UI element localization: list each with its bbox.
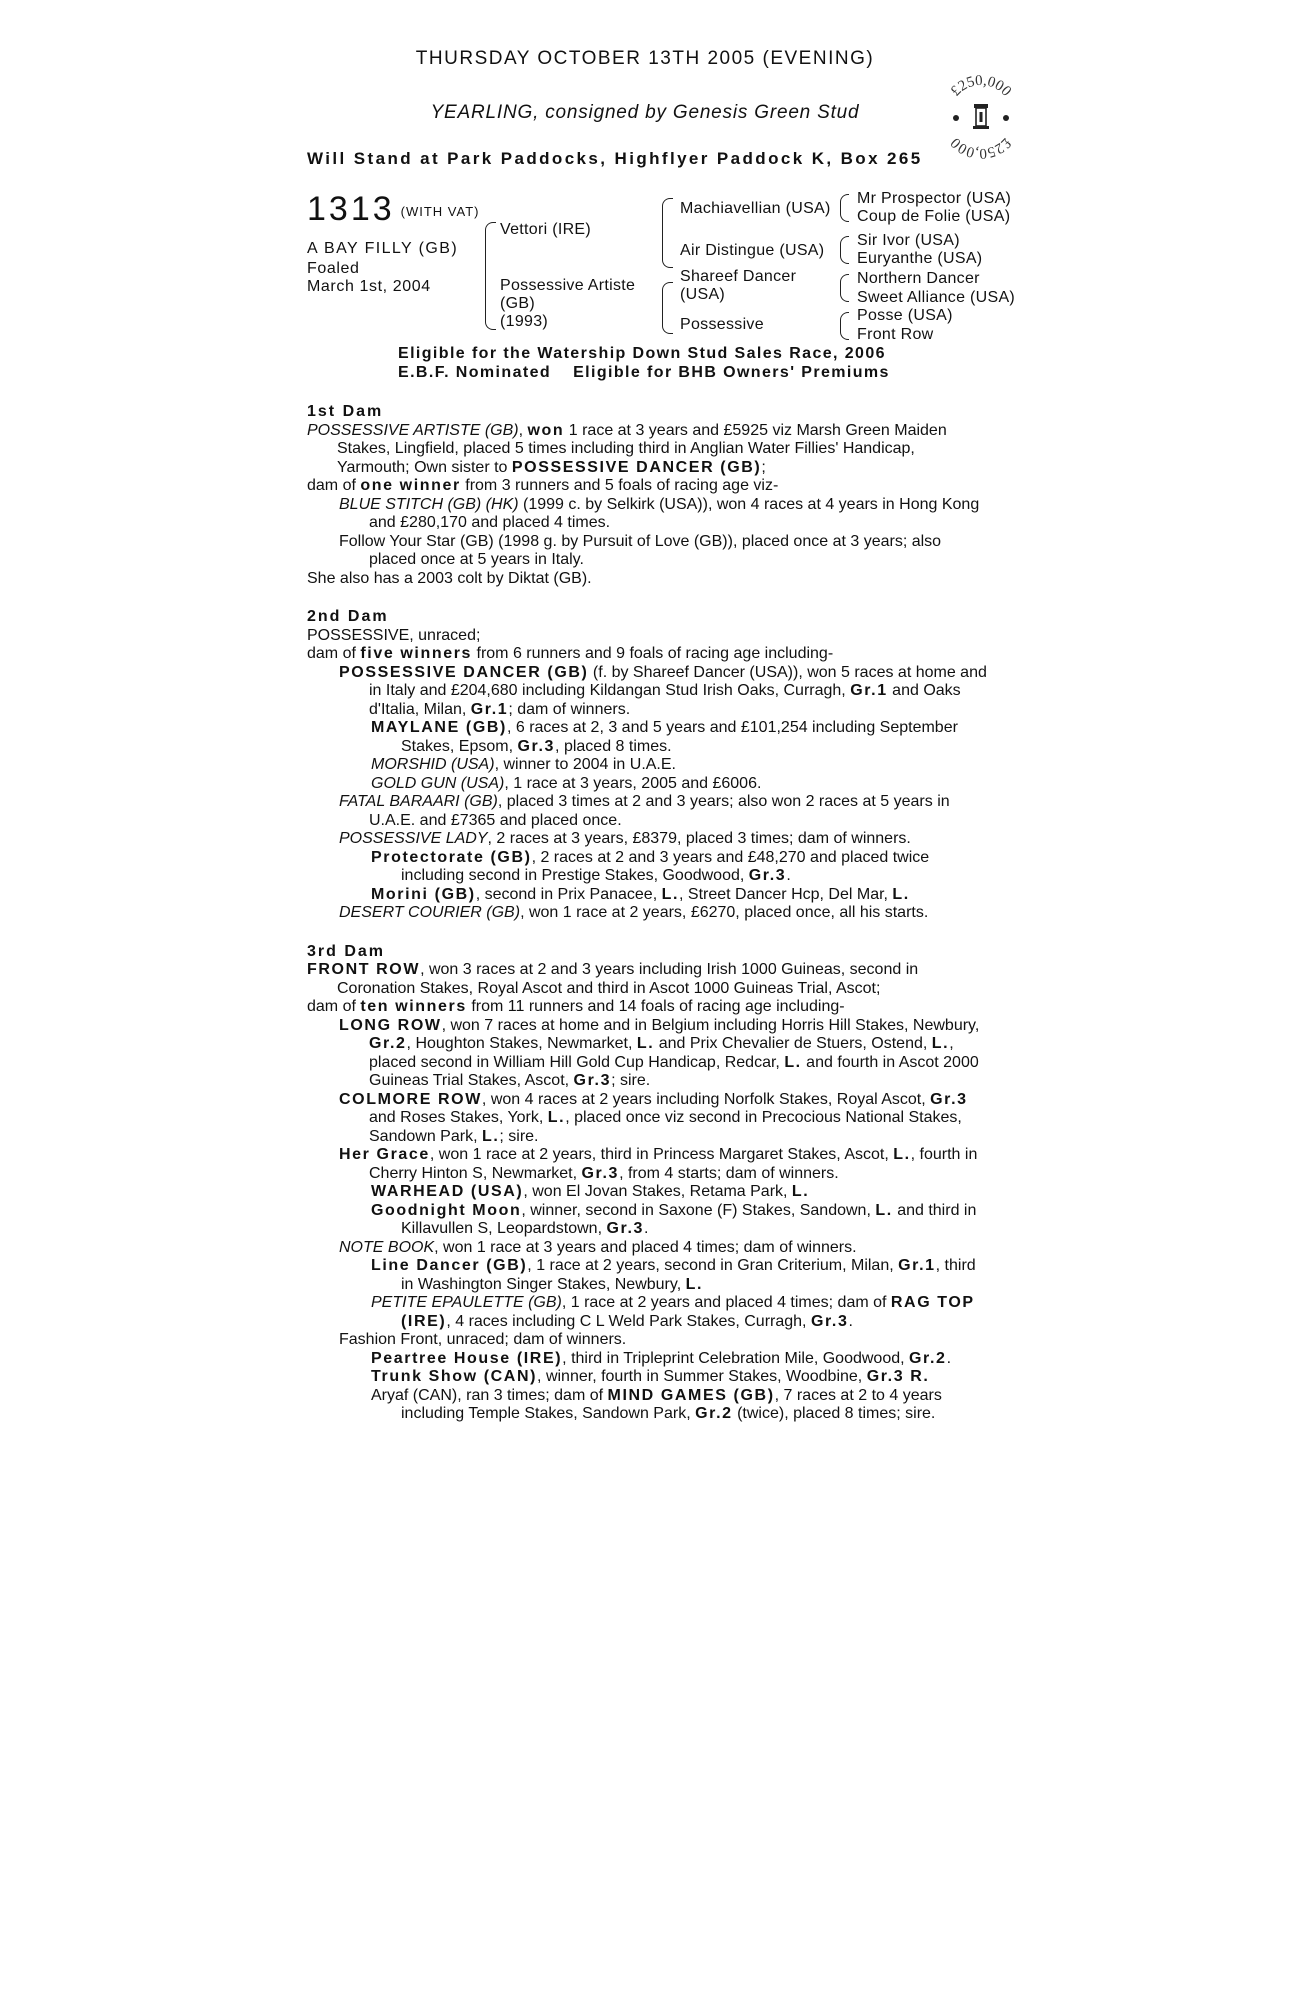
text-run: ; sire. (611, 1072, 651, 1089)
horse-description: A BAY FILLY (GB) (307, 240, 459, 257)
text-run: Gr.3 (517, 737, 556, 755)
pedigree-sire: Vettori (IRE) (500, 221, 592, 238)
text-run: won (527, 421, 565, 439)
text-run: , fourth in Cherry Hinton S, Newmarket, (369, 1146, 978, 1182)
text-run: Gr.3 (748, 867, 787, 884)
text-run: (1999 c. by Selkirk (USA)), won 4 races at 4 years in Hong Kong and £280,170 and placed 4 times. (369, 495, 980, 531)
pedigree-ddd: Front Row (857, 326, 934, 343)
text-run: , placed once viz second in Precocious National Stakes, Sandown Park, (369, 1109, 962, 1145)
text-run: MAYLANE (GB) (371, 719, 507, 736)
text-run: POSSESSIVE DANCER (GB) (339, 663, 589, 681)
lot-number: 1313 (WITH VAT) (307, 190, 480, 228)
text-run: , won 4 races at 2 years including Norfolk Stakes, Royal Ascot, (481, 1090, 931, 1108)
text-run: Gr.1 (898, 1257, 936, 1274)
pedigree-dsd: Sweet Alliance (USA) (857, 289, 1016, 306)
text-run: BLUE STITCH (GB) (HK) (339, 495, 519, 513)
first-dam-p1 (307, 422, 987, 478)
third-dam-p4 (307, 1091, 987, 1147)
text-run: MIND GAMES (GB) (607, 1386, 775, 1404)
text-run: Gr.2 (909, 1349, 947, 1367)
text-run: She also has a 2003 colt by Diktat (GB). (307, 569, 592, 587)
pedigree-ssd: Coup de Folie (USA) (857, 208, 1011, 225)
bracket-sire-side (662, 198, 673, 268)
pedigree-dss: Northern Dancer (857, 270, 980, 287)
text-run: , placed 8 times. (555, 737, 672, 755)
pedigree-sire-dam: Air Distingue (USA) (680, 242, 825, 259)
text-run: Gr.3 (930, 1090, 968, 1108)
third-dam-p5 (307, 1146, 987, 1183)
text-run: , won 7 races at home and in Belgium including Horris Hill Stakes, Newbury, (441, 1016, 980, 1034)
text-run: Line Dancer (GB) (371, 1257, 528, 1274)
text-run: L. (784, 1053, 802, 1071)
text-run: Protectorate (GB) (371, 848, 532, 866)
third-dam-p14 (307, 1387, 987, 1424)
text-run: Fashion Front, unraced; dam of winners. (339, 1331, 627, 1348)
bracket-dd (840, 312, 849, 340)
catalogue-body (307, 403, 987, 1424)
pedigree-sds: Sir Ivor (USA) (857, 232, 960, 249)
text-run: Gr.2 (369, 1035, 407, 1052)
text-run: 1 race at 3 years and £5925 viz Marsh Green Maiden Stakes, Lingfield, placed 5 times including third in Anglian Water Fillies' Handicap, Yarmouth; Own sister to (337, 421, 947, 476)
text-run: , won 3 races at 2 and 3 years including Irish 1000 Guineas, second in Coronation Stakes, Royal Ascot and third in Ascot 1000 Guineas Trial, Ascot; (337, 961, 919, 997)
text-run: , Street Dancer Hcp, Del Mar, (679, 885, 893, 903)
text-run: and Prix Chevalier de Stuers, Ostend, (654, 1035, 932, 1052)
second-dam-p4 (307, 719, 987, 756)
bhb-premiums: Eligible for BHB Owners' Premiums (573, 364, 890, 381)
text-run: , winner to 2004 in U.A.E. (494, 756, 676, 773)
text-run: , from 4 starts; dam of winners. (619, 1164, 839, 1182)
text-run: , winner, fourth in Summer Stakes, Woodbine, (537, 1368, 867, 1385)
text-run: L. (875, 1201, 893, 1219)
text-run: DESERT COURIER (GB) (339, 904, 521, 921)
second-dam-p9 (307, 849, 987, 886)
text-run: Gr.1 (850, 682, 888, 699)
consignor-line: YEARLING, consigned by Genesis Green Stud (430, 102, 860, 123)
third-dam-p11 (307, 1331, 987, 1350)
text-run: , (518, 421, 528, 439)
text-run: GOLD GUN (USA) (371, 774, 505, 792)
pedigree-sss: Mr Prospector (USA) (857, 190, 1012, 207)
third-dam-p1 (307, 961, 987, 998)
text-run: Gr.3 (573, 1072, 612, 1089)
text-run: , third in Washington Singer Stakes, Newbury, (401, 1257, 976, 1293)
ebf-nominated: E.B.F. Nominated (398, 364, 552, 381)
text-run: , 2 races at 3 years, £8379, placed 3 times; dam of winners. (487, 830, 911, 847)
pedigree-dam: Possessive Artiste (GB) (1993) (500, 277, 636, 330)
third-dam-p7 (307, 1202, 987, 1239)
second-dam-p7 (307, 793, 987, 830)
text-run: from 6 runners and 9 foals of racing age including- (472, 645, 834, 662)
text-run: , 4 races including C L Weld Park Stakes, Curragh, (446, 1312, 811, 1330)
third-dam-heading: 3rd Dam (307, 942, 386, 960)
text-run: , won 1 race at 3 years and placed 4 times; dam of winners. (434, 1238, 857, 1256)
text-run: POSSESSIVE LADY (339, 830, 488, 847)
foaled-info: Foaled March 1st, 2004 (307, 260, 431, 295)
text-run: WARHEAD (USA) (371, 1183, 524, 1200)
third-dam-p3 (307, 1017, 987, 1091)
text-run: , won 1 race at 2 years, £6270, placed once, all his starts. (520, 904, 929, 921)
svg-text:£250,000: £250,000 (947, 134, 1015, 162)
text-run: dam of (307, 998, 361, 1015)
text-run: L. (892, 885, 910, 903)
second-dam-p8 (307, 830, 987, 849)
text-run: Trunk Show (CAN) (371, 1368, 538, 1385)
second-dam-p6 (307, 775, 987, 794)
text-run: L. (685, 1275, 703, 1293)
pedigree-sire-sire: Machiavellian (USA) (680, 200, 831, 217)
text-run: . (786, 867, 791, 884)
bracket-ds (840, 274, 849, 302)
text-run: Gr.3 (810, 1312, 849, 1330)
second-dam-p5 (307, 756, 987, 775)
third-dam-p10 (307, 1294, 987, 1331)
text-run: Peartree House (IRE) (371, 1349, 563, 1367)
text-run: Gr.2 (695, 1405, 733, 1422)
text-run: from 3 runners and 5 foals of racing age viz- (460, 477, 779, 494)
text-run: (twice), placed 8 times; sire. (732, 1405, 936, 1422)
text-run: Gr.3 (581, 1164, 620, 1182)
stand-location: Will Stand at Park Paddocks, Highflyer Paddock K, Box 265 (307, 149, 923, 168)
pedigree-dam-dam: Possessive (680, 316, 764, 333)
text-run: , third in Tripleprint Celebration Mile, Goodwood, (562, 1349, 910, 1367)
eligibility-line-2 (398, 364, 890, 382)
text-run: , placed 3 times at 2 and 3 years; also won 2 races at 5 years in U.A.E. and £7365 and placed once. (369, 793, 950, 829)
text-run: Gr.1 (470, 700, 509, 718)
first-dam-p2 (307, 477, 987, 496)
text-run: RAG TOP (IRE) (401, 1294, 975, 1330)
text-run: , won El Jovan Stakes, Retama Park, (523, 1183, 792, 1200)
bracket-dam-side (662, 282, 673, 334)
text-run: MORSHID (USA) (371, 756, 495, 773)
third-dam-p6 (307, 1183, 987, 1202)
text-run: (f. by Shareef Dancer (USA)), won 5 races at home and in Italy and £204,680 including Kildangan Stud Irish Oaks, Curragh, (369, 663, 987, 699)
text-run: POSSESSIVE DANCER (GB) (511, 458, 762, 476)
reserve-seal-icon (940, 68, 1022, 162)
first-dam-p4 (307, 533, 987, 570)
text-run: FRONT ROW (307, 961, 421, 978)
text-run: L. (481, 1127, 500, 1145)
text-run: COLMORE ROW (339, 1090, 482, 1108)
text-run: , 6 races at 2, 3 and 5 years and £101,254 including September Stakes, Epsom, (401, 719, 958, 755)
text-run: L. (791, 1183, 810, 1200)
bracket-ss (840, 194, 849, 222)
text-run: . (644, 1220, 649, 1237)
pedigree-dam-sire: Shareef Dancer (USA) (680, 268, 797, 303)
first-dam-p3 (307, 496, 987, 533)
text-run: , second in Prix Panacee, (475, 885, 662, 903)
text-run: . (946, 1349, 952, 1367)
text-run: , won 1 race at 2 years, third in Princess Margaret Stakes, Ascot, (429, 1146, 894, 1163)
third-dam-p9 (307, 1257, 987, 1294)
text-run: LONG ROW (339, 1016, 442, 1034)
third-dam-p12 (307, 1350, 987, 1369)
second-dam-p11 (307, 904, 987, 923)
third-dam-p8 (307, 1239, 987, 1258)
text-run: , Houghton Stakes, Newmarket, (406, 1035, 637, 1052)
text-run: , 2 races at 2 and 3 years and £48,270 and placed twice including second in Prestige Stakes, Goodwood, (401, 848, 930, 884)
text-run: ; (761, 458, 766, 476)
text-run: five winners (360, 645, 473, 662)
pedigree-dds: Posse (USA) (857, 307, 953, 324)
second-dam-p2 (307, 645, 987, 664)
text-run: L. (661, 885, 680, 903)
text-run: and Oaks d'Italia, Milan, (369, 682, 961, 718)
second-dam-heading: 2nd Dam (307, 608, 389, 625)
first-dam-heading: 1st Dam (307, 403, 384, 420)
text-run: POSSESSIVE, unraced; (307, 626, 481, 644)
text-run: , 1 race at 2 years and placed 4 times; dam of (561, 1294, 891, 1311)
text-run: and third in Killavullen S, Leopardstown, (401, 1201, 977, 1237)
text-run: L. (636, 1035, 655, 1052)
bracket-sd (840, 236, 849, 264)
eligibility-line-1: Eligible for the Watership Down Stud Sales Race, 2006 (398, 345, 886, 362)
text-run: FATAL BARAARI (GB) (339, 793, 498, 810)
text-run: Gr.3 R. (866, 1368, 930, 1385)
text-run: POSSESSIVE ARTISTE (GB) (307, 421, 519, 439)
text-run: L. (547, 1109, 566, 1126)
text-run: ; sire. (499, 1127, 539, 1145)
text-run: Follow Your Star (GB) (1998 g. by Pursuit of Love (GB)), placed once at 3 years; also placed once at 5 years in Italy. (339, 532, 942, 568)
text-run: , 1 race at 3 years, 2005 and £6006. (504, 774, 762, 792)
text-run: ; dam of winners. (508, 700, 631, 718)
text-run: Her Grace (339, 1146, 430, 1163)
bracket-gen1 (485, 222, 496, 330)
text-run: one winner (360, 477, 461, 494)
second-dam-p1 (307, 627, 987, 646)
text-run: from 11 runners and 14 foals of racing age including- (466, 998, 845, 1015)
second-dam-p10 (307, 886, 987, 905)
text-run: dam of (307, 477, 361, 494)
sale-date: THURSDAY OCTOBER 13TH 2005 (EVENING) (415, 48, 875, 69)
text-run: Gr.3 (606, 1220, 644, 1237)
text-run: , winner, second in Saxone (F) Stakes, Sandown, (521, 1201, 876, 1219)
text-run: PETITE EPAULETTE (GB) (371, 1294, 562, 1311)
text-run: and fourth in Ascot 2000 Guineas Trial Stakes, Ascot, (369, 1053, 979, 1089)
third-dam-p13 (307, 1368, 987, 1387)
text-run: and Roses Stakes, York, (369, 1109, 548, 1126)
text-run: , 7 races at 2 to 4 years including Temple Stakes, Sandown Park, (401, 1386, 942, 1422)
second-dam-p3 (307, 664, 987, 720)
text-run: Morini (GB) (371, 885, 476, 903)
text-run: , placed second in William Hill Gold Cup Handicap, Redcar, (369, 1035, 954, 1071)
vat-note: (WITH VAT) (400, 203, 480, 219)
text-run: NOTE BOOK (339, 1238, 435, 1256)
first-dam-p5 (307, 570, 987, 589)
pedigree-sdd: Euryanthe (USA) (857, 250, 983, 267)
text-run: ten winners (360, 998, 467, 1015)
text-run: . (848, 1312, 853, 1330)
text-run: dam of (307, 645, 361, 662)
third-dam-p2 (307, 998, 987, 1017)
text-run: , 1 race at 2 years, second in Gran Criterium, Milan, (527, 1257, 899, 1274)
text-run: L. (893, 1146, 911, 1163)
svg-text:£250,000: £250,000 (947, 72, 1015, 100)
text-run: L. (931, 1035, 950, 1052)
text-run: Aryaf (CAN), ran 3 times; dam of (371, 1386, 608, 1404)
text-run: Goodnight Moon (371, 1201, 522, 1219)
